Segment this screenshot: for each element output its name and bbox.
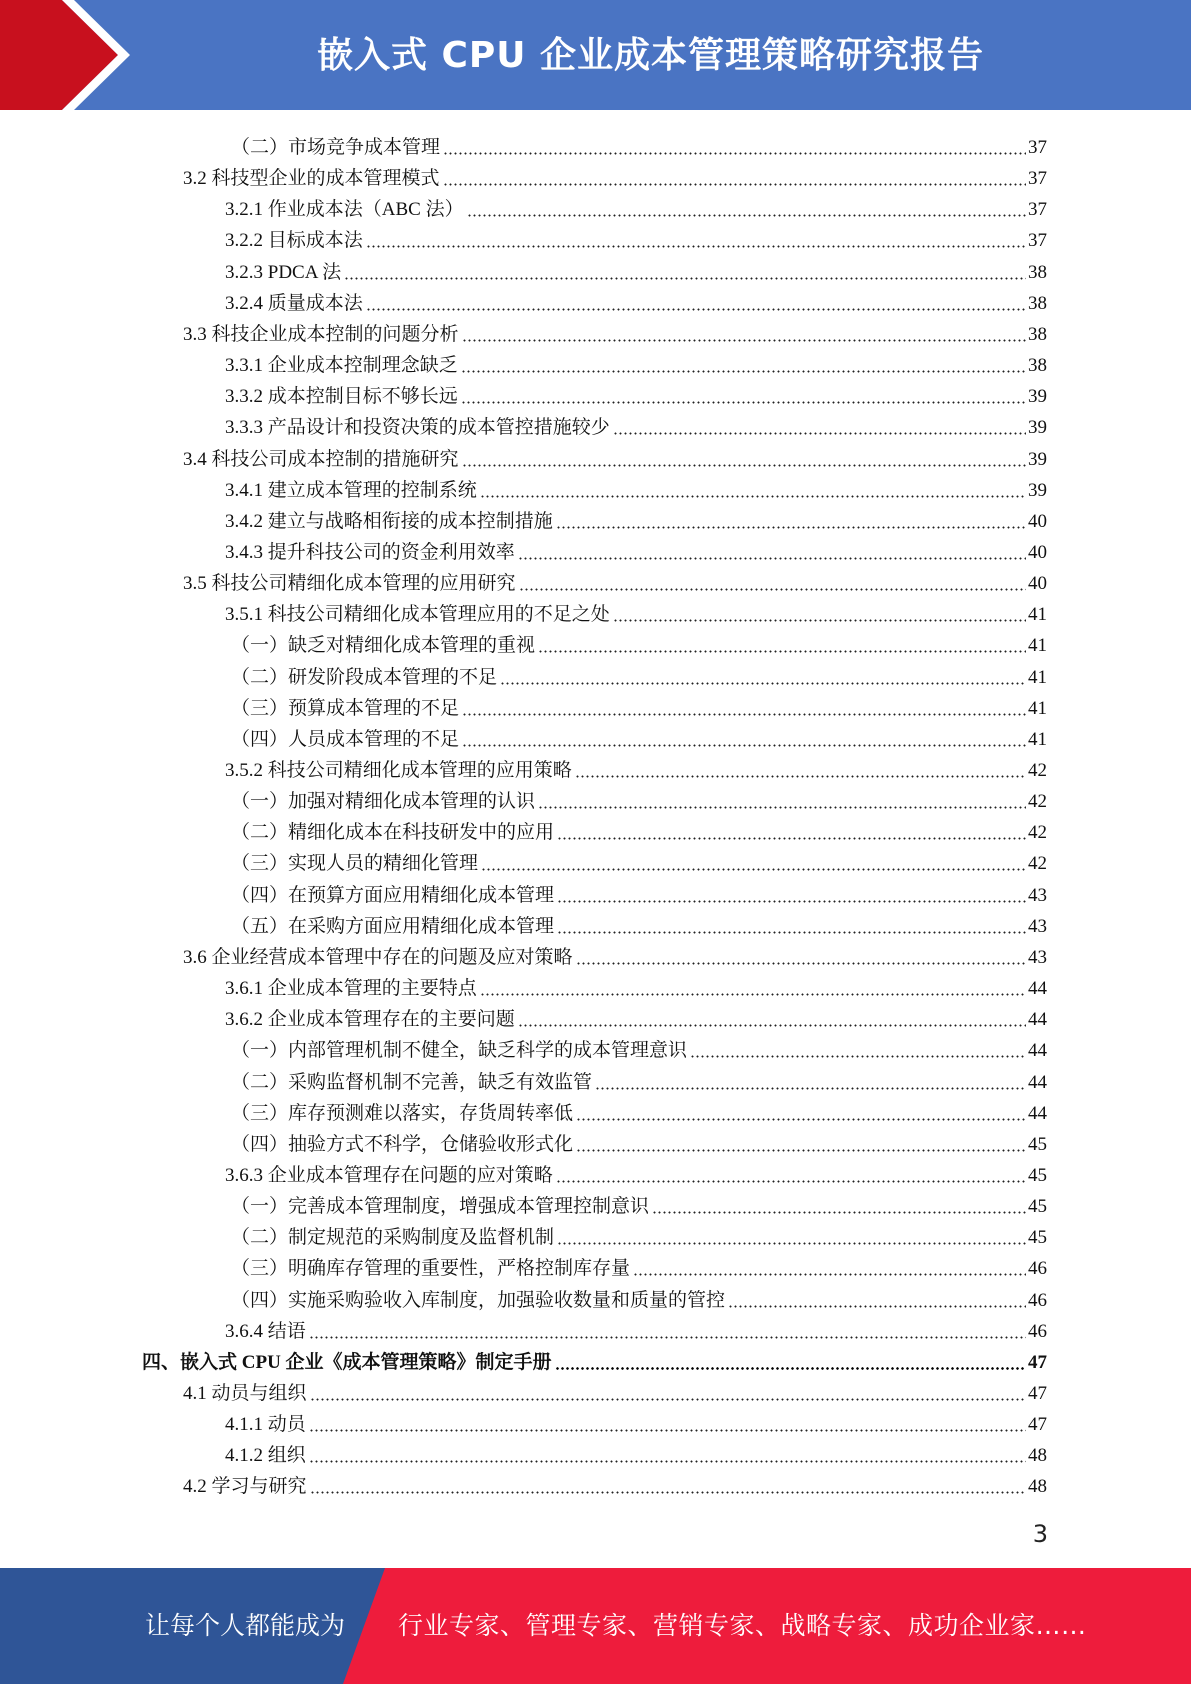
toc-dot-leader — [462, 339, 1026, 342]
toc-entry-page: 44 — [1028, 1040, 1047, 1062]
toc-entry[interactable] — [231, 1031, 1047, 1062]
toc-entry-title: 3.3.1 企业成本控制理念缺乏 — [225, 355, 458, 377]
toc-entry-title: （三）实现人员的精细化管理 — [231, 853, 479, 875]
toc-entry-title: 3.6.4 结语 — [225, 1320, 306, 1342]
toc-entry[interactable] — [231, 720, 1047, 751]
toc-entry-page: 40 — [1028, 541, 1047, 563]
toc-entry[interactable] — [225, 969, 1047, 1000]
toc-entry-title: 3.6.3 企业成本管理存在问题的应对策略 — [225, 1164, 553, 1186]
toc-entry[interactable] — [183, 315, 1047, 346]
toc-entry-title: （四）人员成本管理的不足 — [231, 728, 460, 750]
toc-dot-leader — [443, 183, 1026, 186]
toc-dot-leader — [575, 775, 1026, 778]
toc-entry-page: 46 — [1028, 1289, 1047, 1311]
toc-entry-page: 48 — [1028, 1445, 1047, 1467]
toc-entry-page: 42 — [1028, 853, 1047, 875]
toc-entry-title: 3.2.4 质量成本法 — [225, 292, 363, 314]
toc-entry-title: 3.3 科技企业成本控制的问题分析 — [183, 323, 459, 345]
toc-entry-title: 3.6.2 企业成本管理存在的主要问题 — [225, 1009, 515, 1031]
toc-entry-page: 44 — [1028, 1102, 1047, 1124]
toc-entry-page: 42 — [1028, 760, 1047, 781]
toc-entry[interactable] — [231, 128, 1047, 159]
toc-entry[interactable] — [231, 1094, 1047, 1125]
toc-entry-page: 42 — [1028, 791, 1047, 813]
toc-dot-leader — [462, 744, 1026, 747]
toc-entry-page: 44 — [1028, 1071, 1047, 1093]
toc-entry-title: 3.2 科技型企业的成本管理模式 — [183, 168, 440, 190]
toc-entry-title: 3.3.3 产品设计和投资决策的成本管控措施较少 — [225, 417, 610, 439]
toc-dot-leader — [652, 1211, 1026, 1214]
toc-entry-title: （四）在预算方面应用精细化成本管理 — [231, 884, 555, 906]
toc-dot-leader — [480, 993, 1026, 996]
toc-entry[interactable] — [183, 1374, 1047, 1405]
toc-entry[interactable] — [225, 595, 1047, 626]
toc-entry[interactable] — [225, 533, 1047, 564]
toc-dot-leader — [462, 464, 1026, 467]
page-footer — [0, 1568, 1191, 1684]
toc-entry[interactable] — [225, 1000, 1047, 1031]
toc-dot-leader — [613, 619, 1026, 622]
toc-entry-title: 3.4 科技公司成本控制的措施研究 — [183, 448, 459, 470]
toc-dot-leader — [309, 1429, 1026, 1432]
toc-entry[interactable] — [225, 471, 1047, 502]
toc-dot-leader — [310, 1491, 1026, 1494]
toc-entry[interactable] — [225, 502, 1047, 533]
toc-dot-leader — [633, 1273, 1026, 1276]
toc-dot-leader — [557, 837, 1026, 840]
toc-entry-page: 45 — [1028, 1164, 1047, 1186]
toc-entry-title: 四、嵌入式 CPU 企业《成本管理策略》制定手册 — [142, 1351, 552, 1373]
toc-entry-page: 47 — [1028, 1383, 1047, 1404]
toc-entry[interactable] — [225, 221, 1047, 252]
toc-entry-page: 45 — [1028, 1227, 1047, 1249]
toc-entry[interactable] — [231, 689, 1047, 720]
toc-entry-page: 41 — [1028, 604, 1047, 626]
toc-entry-title: （一）缺乏对精细化成本管理的重视 — [231, 635, 536, 657]
toc-dot-leader — [366, 245, 1026, 248]
toc-entry[interactable] — [231, 1125, 1047, 1156]
toc-entry-title: （一）内部管理机制不健全，缺乏科学的成本管理意识 — [231, 1040, 688, 1062]
toc-entry-page: 43 — [1028, 884, 1047, 906]
toc-entry-title: 3.2.3 PDCA 法 — [225, 261, 342, 283]
toc-entry-title: （三）库存预测难以落实，存货周转率低 — [231, 1102, 574, 1124]
toc-entry-page: 37 — [1028, 137, 1047, 158]
toc-entry[interactable] — [231, 782, 1047, 813]
toc-entry[interactable] — [183, 938, 1047, 969]
toc-entry-title: 3.5 科技公司精细化成本管理的应用研究 — [183, 573, 516, 595]
toc-entry-page: 40 — [1028, 573, 1047, 595]
toc-dot-leader — [461, 370, 1026, 373]
toc-dot-leader — [461, 401, 1026, 404]
footer-slogan-right: 行业专家、管理专家、营销专家、战略专家、成功企业家…… — [398, 1611, 1087, 1640]
toc-entry-title: 3.2.2 目标成本法 — [225, 230, 363, 252]
toc-dot-leader — [481, 868, 1026, 871]
toc-entry-page: 44 — [1028, 1009, 1047, 1031]
toc-entry-page: 38 — [1028, 323, 1047, 345]
toc-dot-leader — [595, 1087, 1026, 1090]
toc-entry[interactable] — [225, 284, 1047, 315]
toc-entry[interactable] — [231, 1187, 1047, 1218]
toc-dot-leader — [690, 1055, 1026, 1058]
toc-entry-page: 41 — [1028, 728, 1047, 750]
toc-entry[interactable] — [225, 1156, 1047, 1187]
toc-entry-title: 4.1.1 动员 — [225, 1414, 306, 1436]
toc-dot-leader — [309, 1336, 1026, 1339]
toc-entry-page: 38 — [1028, 292, 1047, 314]
toc-entry-page: 45 — [1028, 1196, 1047, 1218]
toc-entry-page: 39 — [1028, 386, 1047, 408]
toc-dot-leader — [309, 1460, 1026, 1463]
toc-entry-title: （二）市场竞争成本管理 — [231, 137, 441, 158]
toc-entry[interactable] — [225, 253, 1047, 284]
toc-dot-leader — [557, 1242, 1026, 1245]
document-title: 嵌入式 CPU 企业成本管理策略研究报告 — [316, 35, 985, 76]
toc-entry-page: 48 — [1028, 1476, 1047, 1498]
toc-entry[interactable] — [231, 876, 1047, 907]
toc-entry-title: 3.4.3 提升科技公司的资金利用效率 — [225, 541, 515, 563]
toc-dot-leader — [344, 277, 1026, 280]
toc-dot-leader — [555, 1367, 1026, 1370]
toc-dot-leader — [576, 1149, 1026, 1152]
toc-entry[interactable] — [225, 346, 1047, 377]
toc-entry-title: 3.3.2 成本控制目标不够长远 — [225, 386, 458, 408]
toc-dot-leader — [538, 650, 1026, 653]
toc-entry-title: （三）明确库存管理的重要性，严格控制库存量 — [231, 1258, 631, 1280]
toc-entry[interactable] — [183, 159, 1047, 190]
toc-entry-title: 4.1 动员与组织 — [183, 1383, 307, 1404]
toc-entry-title: 3.2.1 作业成本法（ABC 法） — [225, 199, 464, 221]
toc-entry-title: 3.6.1 企业成本管理的主要特点 — [225, 978, 477, 1000]
toc-entry-title: （二）研发阶段成本管理的不足 — [231, 666, 498, 688]
toc-entry[interactable] — [225, 1436, 1047, 1467]
toc-dot-leader — [518, 1024, 1026, 1027]
toc-dot-leader — [557, 900, 1026, 903]
page-number: 3 — [1032, 1520, 1048, 1548]
toc-entry[interactable] — [231, 907, 1047, 938]
toc-entry[interactable] — [231, 626, 1047, 657]
toc-entry-page: 44 — [1028, 978, 1047, 1000]
toc-entry-page: 41 — [1028, 666, 1047, 688]
toc-entry[interactable] — [231, 844, 1047, 875]
toc-entry-title: （一）加强对精细化成本管理的认识 — [231, 791, 536, 813]
toc-entry-title: （一）完善成本管理制度，增强成本管理控制意识 — [231, 1196, 650, 1218]
toc-dot-leader — [556, 526, 1026, 529]
toc-entry-page: 46 — [1028, 1320, 1047, 1342]
toc-entry-page: 40 — [1028, 510, 1047, 532]
toc-entry-title: 3.5.1 科技公司精细化成本管理应用的不足之处 — [225, 604, 610, 626]
toc-entry[interactable] — [231, 658, 1047, 689]
toc-entry-title: （二）精细化成本在科技研发中的应用 — [231, 822, 555, 844]
toc-entry-page: 41 — [1028, 697, 1047, 719]
toc-entry-page: 42 — [1028, 822, 1047, 844]
toc-dot-leader — [557, 931, 1026, 934]
toc-entry-page: 43 — [1028, 946, 1047, 968]
toc-entry-page: 37 — [1028, 199, 1047, 221]
toc-dot-leader — [576, 962, 1026, 965]
toc-entry-page: 47 — [1028, 1414, 1047, 1436]
toc-entry-page: 39 — [1028, 417, 1047, 439]
toc-entry-page: 38 — [1028, 355, 1047, 377]
toc-entry-title: 3.5.2 科技公司精细化成本管理的应用策略 — [225, 760, 572, 781]
toc-entry-page: 46 — [1028, 1258, 1047, 1280]
toc-entry[interactable] — [225, 190, 1047, 221]
toc-entry-page: 43 — [1028, 915, 1047, 937]
toc-entry-title: （三）预算成本管理的不足 — [231, 697, 460, 719]
footer-slogan-left: 让每个人都能成为 — [145, 1611, 346, 1640]
toc-dot-leader — [443, 152, 1026, 155]
toc-entry[interactable] — [231, 1063, 1047, 1094]
toc-entry-title: 3.4.2 建立与战略相衔接的成本控制措施 — [225, 510, 553, 532]
toc-dot-leader — [366, 308, 1026, 311]
toc-dot-leader — [480, 495, 1026, 498]
toc-dot-leader — [538, 806, 1026, 809]
toc-dot-leader — [613, 432, 1026, 435]
toc-entry-title: （四）实施采购验收入库制度，加强验收数量和质量的管控 — [231, 1289, 726, 1311]
toc-dot-leader — [576, 1118, 1026, 1121]
toc-entry[interactable] — [225, 751, 1047, 782]
toc-entry-page: 39 — [1028, 448, 1047, 470]
toc-dot-leader — [467, 214, 1026, 217]
toc-entry-title: （二）采购监督机制不完善，缺乏有效监管 — [231, 1071, 593, 1093]
toc-dot-leader — [519, 588, 1026, 591]
toc-entry-page: 39 — [1028, 479, 1047, 501]
page-header — [0, 0, 1191, 110]
toc-entry-title: 3.6 企业经营成本管理中存在的问题及应对策略 — [183, 946, 573, 968]
toc-entry-title: 4.2 学习与研究 — [183, 1476, 307, 1498]
toc-entry-page: 47 — [1028, 1351, 1047, 1373]
toc-entry[interactable] — [183, 1467, 1047, 1498]
toc-dot-leader — [728, 1305, 1026, 1308]
toc-entry-title: （二）制定规范的采购制度及监督机制 — [231, 1227, 555, 1249]
toc-entry-page: 41 — [1028, 635, 1047, 657]
toc-entry[interactable] — [225, 377, 1047, 408]
toc-entry[interactable] — [225, 1312, 1047, 1343]
header-chevron-decoration — [0, 0, 150, 110]
toc-entry[interactable] — [231, 1249, 1047, 1280]
toc-entry-title: 4.1.2 组织 — [225, 1445, 306, 1467]
toc-dot-leader — [518, 557, 1026, 560]
toc-entry-title: （四）抽验方式不科学，仓储验收形式化 — [231, 1133, 574, 1155]
toc-dot-leader — [462, 713, 1026, 716]
toc-entry[interactable] — [142, 1343, 1047, 1374]
toc-entry[interactable] — [183, 440, 1047, 471]
toc-dot-leader — [500, 682, 1026, 685]
toc-entry[interactable] — [231, 1218, 1047, 1249]
toc-entry-page: 37 — [1028, 168, 1047, 190]
toc-entry-page: 45 — [1028, 1133, 1047, 1155]
toc-entry[interactable] — [225, 1405, 1047, 1436]
toc-entry[interactable] — [231, 1281, 1047, 1312]
toc-dot-leader — [310, 1398, 1026, 1401]
toc-entry-page: 38 — [1028, 261, 1047, 283]
toc-entry-title: 3.4.1 建立成本管理的控制系统 — [225, 479, 477, 501]
toc-entry[interactable] — [231, 813, 1047, 844]
toc-entry[interactable] — [183, 564, 1047, 595]
toc-dot-leader — [556, 1180, 1026, 1183]
toc-entry[interactable] — [225, 408, 1047, 439]
toc-entry-title: （五）在采购方面应用精细化成本管理 — [231, 915, 555, 937]
toc-entry-page: 37 — [1028, 230, 1047, 252]
